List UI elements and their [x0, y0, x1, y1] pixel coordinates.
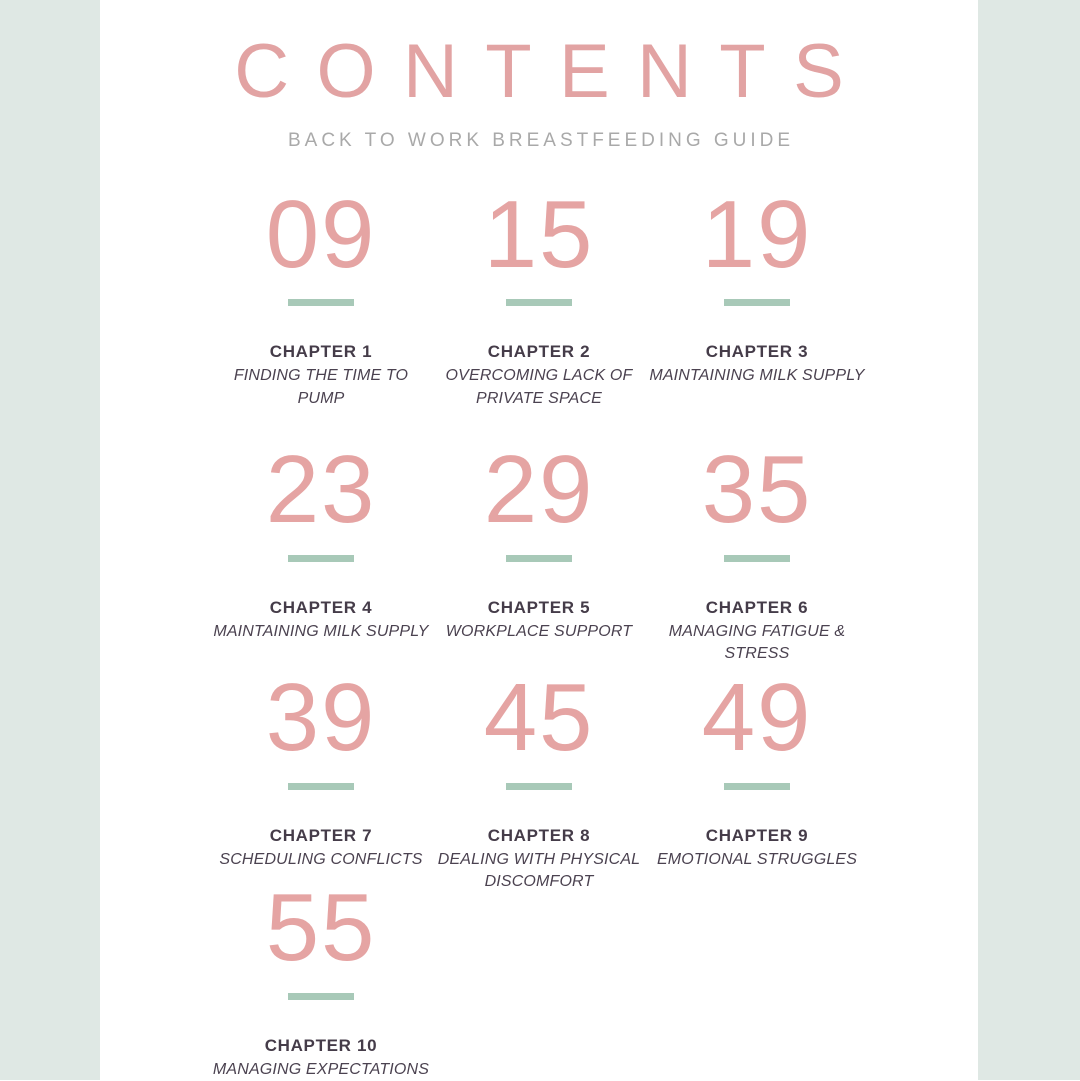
divider-rule	[288, 299, 354, 306]
chapter-title: MANAGING EXPECTATIONS	[212, 1060, 430, 1078]
chapter-title: DEALING WITH PHYSICAL DISCOMFORT	[437, 850, 641, 890]
toc-entry-chapter-1	[212, 180, 430, 410]
chapter-label: CHAPTER 5	[487, 597, 591, 617]
toc-entry-chapter-4	[212, 435, 430, 665]
toc-row	[100, 663, 978, 893]
chapter-page-number: 23	[265, 435, 377, 543]
toc-row	[100, 180, 978, 410]
chapter-page-number: 39	[265, 663, 377, 771]
divider-rule	[506, 783, 572, 790]
chapter-title: WORKPLACE SUPPORT	[445, 622, 633, 640]
chapter-title: MAINTAINING MILK SUPPLY	[213, 622, 429, 640]
chapter-title: SCHEDULING CONFLICTS	[219, 850, 423, 868]
chapter-title: MANAGING FATIGUE & STRESS	[668, 622, 846, 662]
left-margin-band	[0, 0, 100, 1080]
right-margin-band	[978, 0, 1080, 1080]
toc-entry-chapter-5	[430, 435, 648, 665]
divider-rule	[506, 555, 572, 562]
chapter-page-number: 45	[483, 663, 595, 771]
chapter-label: CHAPTER 7	[269, 825, 373, 845]
chapter-page-number: 49	[701, 663, 813, 771]
toc-entry-chapter-6	[648, 435, 866, 665]
toc-entry-chapter-10	[212, 873, 430, 1081]
chapter-page-number: 19	[701, 180, 813, 288]
contents-page	[100, 0, 978, 1080]
toc-row	[100, 873, 978, 1081]
page-subtitle: BACK TO WORK BREASTFEEDING GUIDE	[288, 129, 794, 151]
chapter-label: CHAPTER 6	[705, 597, 809, 617]
toc-entry-chapter-8	[430, 663, 648, 893]
toc-entry-chapter-9	[648, 663, 866, 893]
chapter-title: OVERCOMING LACK OF PRIVATE SPACE	[445, 367, 633, 407]
chapter-title: MAINTAINING MILK SUPPLY	[649, 367, 865, 385]
divider-rule	[288, 783, 354, 790]
toc-entry-chapter-2	[430, 180, 648, 410]
chapter-label: CHAPTER 3	[705, 342, 809, 362]
chapter-label: CHAPTER 8	[487, 825, 591, 845]
page-title: CONTENTS	[234, 29, 872, 114]
chapter-page-number: 35	[701, 435, 813, 543]
toc-entry-chapter-3	[648, 180, 866, 410]
divider-rule	[506, 299, 572, 306]
chapter-page-number: 29	[483, 435, 595, 543]
chapter-page-number: 55	[265, 873, 377, 981]
divider-rule	[288, 993, 354, 1000]
chapter-label: CHAPTER 9	[705, 825, 809, 845]
chapter-label: CHAPTER 2	[487, 342, 591, 362]
chapter-label: CHAPTER 10	[264, 1035, 378, 1055]
divider-rule	[288, 555, 354, 562]
chapter-title: EMOTIONAL STRUGGLES	[656, 850, 858, 868]
table-of-contents	[100, 180, 978, 1081]
chapter-title: FINDING THE TIME TO PUMP	[233, 367, 409, 407]
toc-row	[100, 435, 978, 665]
chapter-label: CHAPTER 1	[269, 342, 373, 362]
toc-entry-chapter-7	[212, 663, 430, 893]
divider-rule	[724, 299, 790, 306]
chapter-page-number: 15	[483, 180, 595, 288]
chapter-label: CHAPTER 4	[269, 597, 373, 617]
chapter-page-number: 09	[265, 180, 377, 288]
divider-rule	[724, 783, 790, 790]
divider-rule	[724, 555, 790, 562]
